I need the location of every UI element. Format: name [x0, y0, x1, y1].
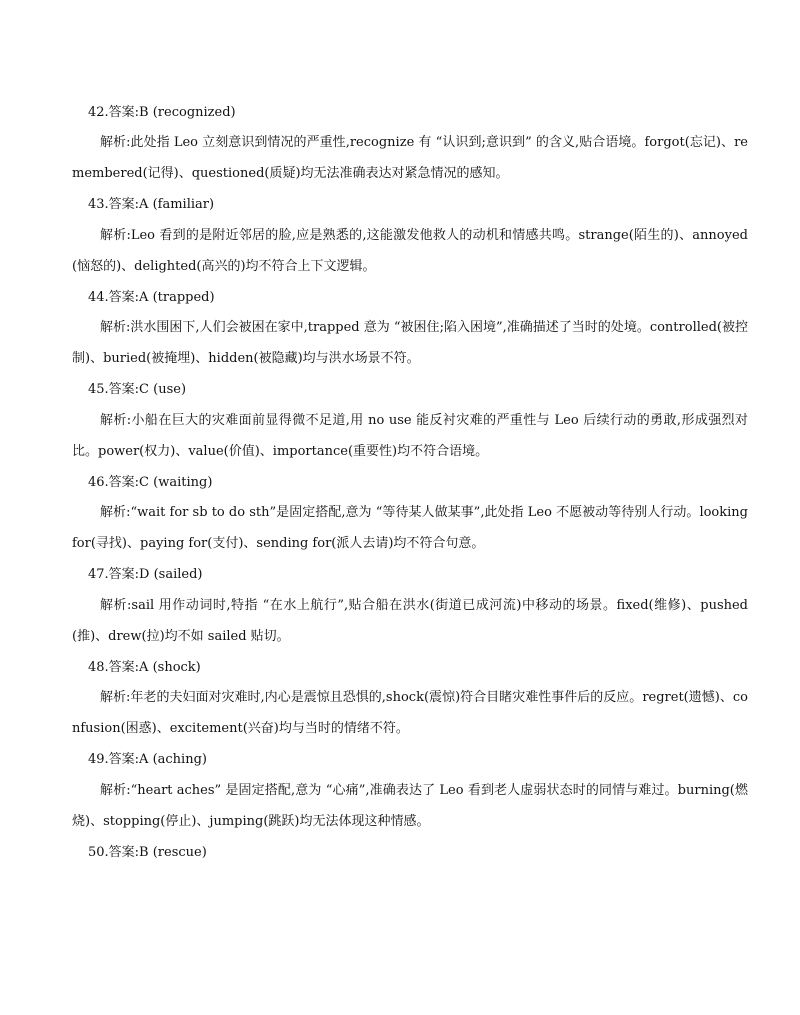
explanation-47: 解析:sail 用作动词时,特指 “在水上航行”,贴合船在洪水(街道已成河流)中移动的场景。fixed(维修)、pushed(推)、drew(拉)均不如 sailed 贴切。 — [72, 598, 748, 644]
explanation-48: 解析:年老的夫妇面对灾难时,内心是震惊且恐惧的,shock(震惊)符合目睹灾难性事件后的反应。regret(遗憾)、confusion(困惑)、excitement(兴奋)均与当时的情绪不符。 — [72, 690, 748, 736]
explanation-46: 解析:“wait for sb to do sth”是固定搭配,意为 “等待某人做某事”,此处指 Leo 不愿被动等待别人行动。looking for(寻找)、paying for(支付)、sending for(派人去请)均不符合句意。 — [72, 505, 748, 551]
answer-42: 42.答案:B (recognized) — [88, 105, 236, 120]
answer-46: 46.答案:C (waiting) — [88, 475, 213, 490]
explanation-45: 解析:小船在巨大的灾难面前显得微不足道,用 no use 能反衬灾难的严重性与 Leo 后续行动的勇敢,形成强烈对比。power(权力)、value(价值)、importance(重要性)均不符合语境。 — [72, 413, 748, 459]
answer-45: 45.答案:C (use) — [88, 382, 187, 397]
answer-47: 47.答案:D (sailed) — [88, 567, 203, 582]
explanation-49: 解析:“heart aches” 是固定搭配,意为 “心痛”,准确表达了 Leo 看到老人虚弱状态时的同情与难过。burning(燃烧)、stopping(停止)、jumping(跳跃)均无法体现这种情感。 — [72, 783, 748, 829]
answer-43: 43.答案:A (familiar) — [88, 197, 215, 212]
answer-44: 44.答案:A (trapped) — [88, 290, 215, 305]
answer-48: 48.答案:A (shock) — [88, 660, 201, 675]
explanation-42: 解析:此处指 Leo 立刻意识到情况的严重性,recognize 有 “认识到;意识到” 的含义,贴合语境。forgot(忘记)、remembered(记得)、questioned(质疑)均无法准确表达对紧急情况的感知。 — [72, 135, 748, 181]
answer-50: 50.答案:B (rescue) — [88, 845, 207, 860]
answer-49: 49.答案:A (aching) — [88, 752, 207, 767]
explanation-43: 解析:Leo 看到的是附近邻居的脸,应是熟悉的,这能激发他救人的动机和情感共鸣。strange(陌生的)、annoyed(恼怒的)、delighted(高兴的)均不符合上下文逻辑。 — [72, 228, 748, 274]
explanation-44: 解析:洪水围困下,人们会被困在家中,trapped 意为 “被困住;陷入困境”,准确描述了当时的处境。controlled(被控制)、buried(被掩埋)、hidden(被隐藏)均与洪水场景不符。 — [72, 320, 748, 366]
